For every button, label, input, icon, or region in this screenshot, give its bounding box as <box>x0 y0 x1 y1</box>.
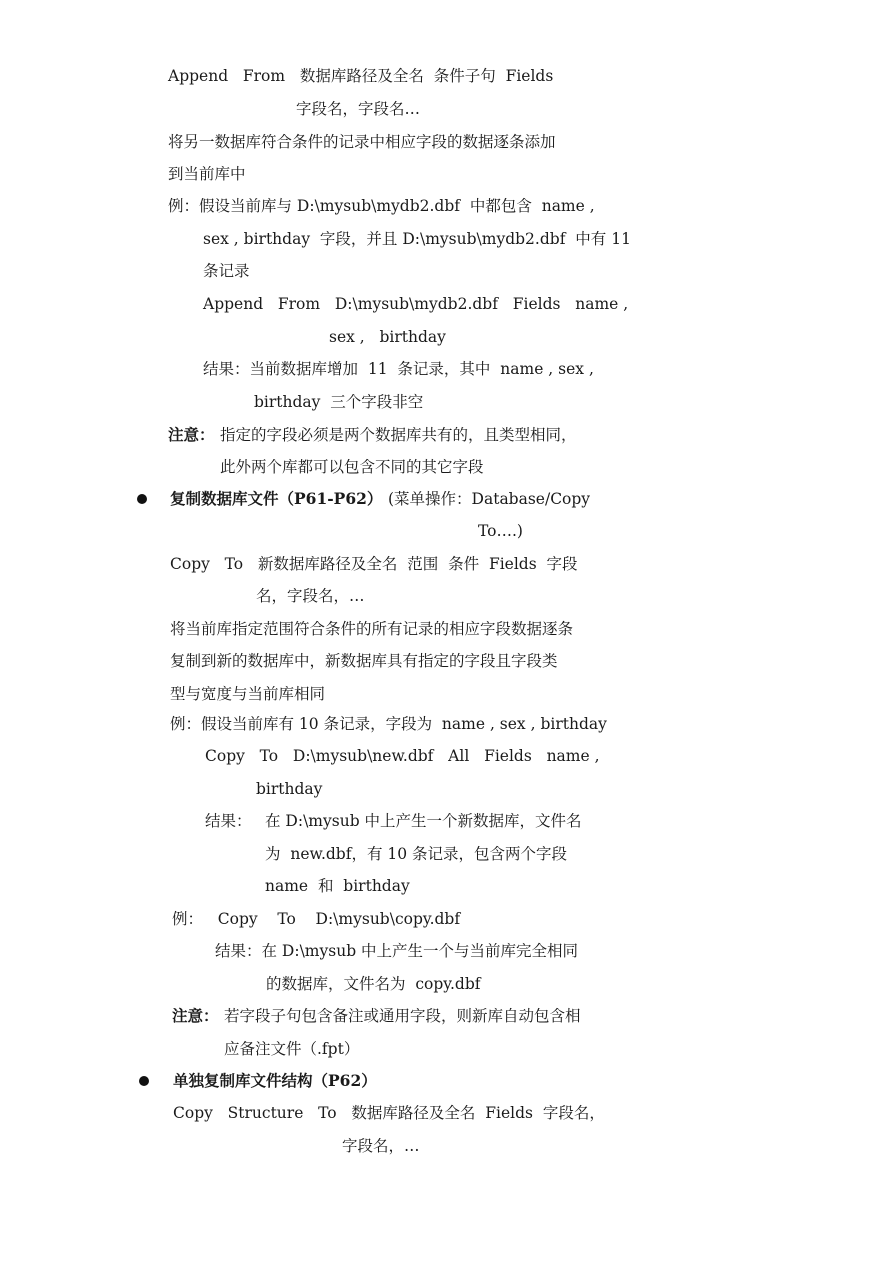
copy-example-line-1: 例：假设当前库有 10 条记录，字段为 name , sex , birthday <box>170 715 607 733</box>
copy-section-heading: 复制数据库文件（P61-P62） <box>170 489 383 508</box>
copy-example-command-line-2: birthday <box>256 780 323 798</box>
copy-note-label: 注意： <box>172 1006 219 1025</box>
append-description-line-1: 将另一数据库符合条件的记录中相应字段的数据逐条添加 <box>168 133 556 151</box>
bullet-icon <box>139 1076 149 1086</box>
append-example-line-2: sex , birthday 字段，并且 D:\mysub\mydb2.dbf 中有 11 <box>203 230 631 248</box>
append-example-line-3: 条记录 <box>203 262 250 280</box>
copy-example2-result-line-2: 的数据库，文件名为 copy.dbf <box>266 975 481 993</box>
copy-syntax-line-2: 名，字段名，… <box>256 587 365 605</box>
append-description-line-2: 到当前库中 <box>168 165 246 183</box>
copy-result-label: 结果： <box>205 812 252 830</box>
copy-structure-syntax-line-1: Copy Structure To 数据库路径及全名 Fields 字段名， <box>173 1104 605 1122</box>
copy-description-line-3: 型与宽度与当前库相同 <box>170 685 326 703</box>
append-result-line-1: 结果：当前数据库增加 11 条记录，其中 name , sex , <box>203 360 594 378</box>
append-note-line-1: 指定的字段必须是两个数据库共有的，且类型相同， <box>220 426 577 444</box>
copy-note-line-1: 若字段子句包含备注或通用字段，则新库自动包含相 <box>224 1007 581 1025</box>
copy-example2-command: 例： Copy To D:\mysub\copy.dbf <box>172 910 461 928</box>
copy-description-line-1: 将当前库指定范围符合条件的所有记录的相应字段数据逐条 <box>170 620 574 638</box>
append-note-label: 注意： <box>168 425 215 444</box>
copy-note-line-2: 应备注文件（.fpt） <box>224 1040 360 1058</box>
copy-example2-result-line-1: 结果：在 D:\mysub 中上产生一个与当前库完全相同 <box>215 942 579 960</box>
append-note-line-2: 此外两个库都可以包含不同的其它字段 <box>220 458 484 476</box>
copy-structure-syntax-line-2: 字段名，… <box>342 1137 420 1155</box>
copy-syntax-line-1: Copy To 新数据库路径及全名 范围 条件 Fields 字段 <box>170 555 578 573</box>
bullet-icon <box>137 494 147 504</box>
copy-menu-hint-line-2: To….) <box>478 522 523 540</box>
append-example-command-line-2: sex , birthday <box>329 328 446 346</box>
append-example-line-1: 例：假设当前库与 D:\mysub\mydb2.dbf 中都包含 name , <box>168 197 595 215</box>
append-example-command-line-1: Append From D:\mysub\mydb2.dbf Fields name , <box>203 295 629 313</box>
copy-result-line-2: 为 new.dbf，有 10 条记录，包含两个字段 <box>265 845 568 863</box>
copy-menu-hint-line-1: (菜单操作：Database/Copy <box>388 490 591 508</box>
append-syntax-line-2: 字段名，字段名… <box>296 100 421 118</box>
append-syntax-line-1: Append From 数据库路径及全名 条件子句 Fields <box>168 67 554 85</box>
copy-structure-section-heading: 单独复制库文件结构（P62） <box>173 1071 377 1090</box>
copy-example-command-line-1: Copy To D:\mysub\new.dbf All Fields name , <box>205 747 600 765</box>
copy-description-line-2: 复制到新的数据库中，新数据库具有指定的字段且字段类 <box>170 652 558 670</box>
append-result-line-2: birthday 三个字段非空 <box>254 393 424 411</box>
copy-result-line-1: 在 D:\mysub 中上产生一个新数据库，文件名 <box>265 812 582 830</box>
copy-result-line-3: name 和 birthday <box>265 877 410 895</box>
